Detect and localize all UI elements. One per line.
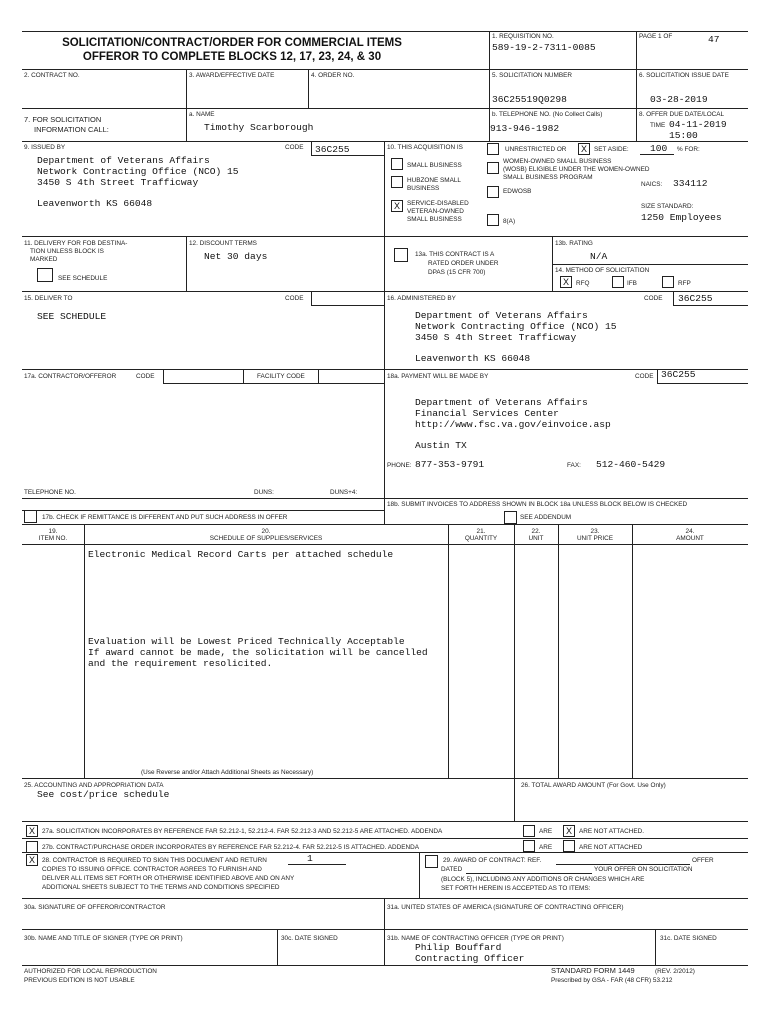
payment-fax: 512-460-5429 <box>596 459 666 470</box>
payment-line3: http://www.fsc.va.gov/einvoice.asp <box>415 419 611 430</box>
wosb-label: WOMEN-OWNED SMALL BUSINESS <box>503 158 612 165</box>
signer-date-label: 30c. DATE SIGNED <box>281 935 338 942</box>
total-award-label: 26. TOTAL AWARD AMOUNT (For Govt. Use Only) <box>521 782 666 789</box>
accounting-value: See cost/price schedule <box>37 789 170 800</box>
rfp-checkbox[interactable] <box>662 276 674 288</box>
issue-date: 03-28-2019 <box>650 94 708 105</box>
rated-order-label: 13a. THIS CONTRACT IS A <box>415 251 495 258</box>
col-amount-number: 24. <box>685 528 695 535</box>
issued-by-label: 9. ISSUED BY <box>24 144 66 151</box>
solicitation-number: 36C25519Q0298 <box>492 94 567 105</box>
clause-27b-not-attached-checkbox[interactable] <box>563 840 575 852</box>
col-quantity-label: QUANTITY <box>464 535 498 542</box>
issued-by-line1: Department of Veterans Affairs <box>37 155 210 166</box>
deliver-to-code-label: CODE <box>285 295 304 302</box>
schedule-description-3: If award cannot be made, the solicitation will be cancelled <box>88 647 428 658</box>
award-date-label: 3. AWARD/EFFECTIVE DATE <box>189 72 275 79</box>
clause-27b-are-checkbox[interactable] <box>523 840 535 852</box>
remittance-label: 17b. CHECK IF REMITTANCE IS DIFFERENT AND PUT SUCH ADDRESS IN OFFER <box>42 514 288 521</box>
hubzone-label: HUBZONE SMALL <box>407 177 461 184</box>
clause-28-label-2: COPIES TO ISSUING OFFICE. CONTRACTOR AGREES TO FURNISH AND <box>42 866 262 873</box>
addendum-checkbox[interactable] <box>504 511 517 524</box>
discount-terms: Net 30 days <box>204 251 268 262</box>
name-label: a. NAME <box>189 111 215 118</box>
hubzone-checkbox[interactable] <box>391 176 403 188</box>
payment-line2: Financial Services Center <box>415 408 559 419</box>
wosb-label-3: SMALL BUSINESS PROGRAM <box>503 174 593 181</box>
rated-order-checkbox[interactable] <box>394 248 408 262</box>
contractor-label: 17a. CONTRACTOR/OFFEROR <box>24 373 117 380</box>
order-no-label: 4. ORDER NO. <box>311 72 355 79</box>
clause-27a-label: 27a. SOLICITATION INCORPORATES BY REFERENCE FAR 52.212-1, 52.212-4. FAR 52.212-3 AND 52.212-5 ARE ATTACHED. ADDENDA <box>42 828 443 835</box>
clause-27a-not-attached-checkbox[interactable]: X <box>563 825 575 837</box>
clause-27b-checkbox[interactable] <box>26 841 38 853</box>
clause-29-dated: DATED <box>441 866 463 873</box>
set-aside-label: SET ASIDE: <box>594 146 629 153</box>
duns-label: DUNS: <box>254 489 274 496</box>
edwosb-checkbox[interactable] <box>487 186 499 198</box>
schedule-description-1: Electronic Medical Record Carts per attached schedule <box>88 549 394 560</box>
col-unit-number: 22. <box>531 528 541 535</box>
payment-code-label: CODE <box>635 373 654 380</box>
rfp-label: RFP <box>678 280 691 287</box>
clause-27b-not-attached-label: ARE NOT ATTACHED <box>579 844 643 851</box>
issued-by-line2: Network Contracting Office (NCO) 15 <box>37 166 239 177</box>
delivery-fob-label-2: TION UNLESS BLOCK IS <box>30 248 104 255</box>
payment-line1: Department of Veterans Affairs <box>415 397 588 408</box>
wosb-checkbox[interactable] <box>487 162 499 174</box>
officer-date-label: 31c. DATE SIGNED <box>660 935 717 942</box>
edwosb-label: EDWOSB <box>503 188 532 195</box>
clause-27a-are-label: ARE <box>539 828 553 835</box>
footer-authorized: AUTHORIZED FOR LOCAL REPRODUCTION <box>24 968 157 975</box>
issued-by-line4: Leavenworth KS 66048 <box>37 198 153 209</box>
method-label: 14. METHOD OF SOLICITATION <box>555 267 650 274</box>
clause-29-label-4: SET FORTH HEREIN IS ACCEPTED AS TO ITEMS: <box>441 885 591 892</box>
clause-29-checkbox[interactable] <box>425 855 438 868</box>
payment-phone: 877-353-9791 <box>415 459 485 470</box>
footer-form-name: STANDARD FORM 1449 <box>551 966 635 975</box>
rfq-checkbox[interactable]: X <box>560 276 572 288</box>
solicitation-number-label: 5. SOLICITATION NUMBER <box>492 72 573 79</box>
col-unit-price-label: UNIT PRICE <box>576 535 614 542</box>
clause-29-label: 29. AWARD OF CONTRACT: REF. <box>443 857 542 864</box>
unrestricted-label: UNRESTRICTED OR <box>505 146 567 153</box>
info-call-label-2: INFORMATION CALL: <box>34 125 109 134</box>
issued-by-code: 36C255 <box>315 144 350 155</box>
offer-due-time: 15:00 <box>669 130 698 141</box>
remittance-checkbox[interactable] <box>24 510 37 523</box>
contact-name: Timothy Scarborough <box>204 122 314 133</box>
clause-28-label-3: DELIVER ALL ITEMS SET FORTH OR OTHERWISE IDENTIFIED ABOVE AND ON ANY <box>42 875 295 882</box>
unrestricted-checkbox[interactable] <box>487 143 499 155</box>
form-title-line1: SOLICITATION/CONTRACT/ORDER FOR COMMERCIAL ITEMS <box>62 37 402 49</box>
ifb-checkbox[interactable] <box>612 276 624 288</box>
contract-no-label: 2. CONTRACT NO. <box>24 72 80 79</box>
form-title-line2: OFFEROR TO COMPLETE BLOCKS 12, 17, 23, 24, & 30 <box>82 51 382 63</box>
issued-by-code-label: CODE <box>285 144 304 151</box>
clause-29-label-3: (BLOCK 5), INCLUDING ANY ADDITIONS OR CHANGES WHICH ARE <box>441 876 645 883</box>
sdvosb-label: SERVICE-DISABLED <box>407 200 469 207</box>
administered-by-line1: Department of Veterans Affairs <box>415 310 588 321</box>
payment-label: 18a. PAYMENT WILL BE MADE BY <box>387 373 489 380</box>
sdvosb-label-3: SMALL BUSINESS <box>407 216 462 223</box>
footer-previous-edition: PREVIOUS EDITION IS NOT USABLE <box>24 977 135 984</box>
clause-28-copies: 1 <box>307 853 313 864</box>
footer-revision: (REV. 2/2012) <box>655 968 695 975</box>
issued-by-line3: 3450 S 4th Street Trafficway <box>37 177 199 188</box>
discount-terms-label: 12. DISCOUNT TERMS <box>189 240 257 247</box>
signer-name-label: 30b. NAME AND TITLE OF SIGNER (TYPE OR PRINT) <box>24 935 183 942</box>
clause-29-offer: OFFER <box>692 857 714 864</box>
deliver-to-label: 15. DELIVER TO <box>24 295 73 302</box>
sdvosb-checkbox[interactable]: X <box>391 200 403 212</box>
wosb-label-2: (WOSB) ELIGIBLE UNDER THE WOMEN-OWNED <box>503 166 650 173</box>
size-standard-label: SIZE STANDARD: <box>641 203 694 210</box>
offer-due-date: 04-11-2019 <box>669 119 727 130</box>
issue-date-label: 6. SOLICITATION ISSUE DATE <box>639 72 729 79</box>
set-aside-checkbox[interactable]: X <box>578 143 590 155</box>
deliver-to-value: SEE SCHEDULE <box>37 311 107 322</box>
eight-a-label: 8(A) <box>503 218 516 225</box>
col-item-number: 19. <box>48 528 58 535</box>
reverse-note: (Use Reverse and/or Attach Additional Sheets as Necessary) <box>141 769 314 776</box>
rated-order-label-2: RATED ORDER UNDER <box>428 260 499 267</box>
rated-order-label-3: DPAS (15 CFR 700) <box>428 269 486 276</box>
page-total: 47 <box>708 34 720 45</box>
footer-prescribed: Prescribed by GSA - FAR (48 CFR) 53.212 <box>551 977 673 984</box>
info-call-label: 7. FOR SOLICITATION <box>24 115 102 124</box>
telephone-label: b. TELEPHONE NO. (No Collect Calls) <box>492 111 603 118</box>
naics-code: 334112 <box>673 178 708 189</box>
payment-code: 36C255 <box>661 369 696 380</box>
clause-27a-are-checkbox[interactable] <box>523 825 535 837</box>
requisition-number: 589-19-2-7311-0085 <box>492 42 596 53</box>
delivery-fob-label: 11. DELIVERY FOR FOB DESTINA- <box>24 240 128 247</box>
hubzone-label-2: BUSINESS <box>407 185 440 192</box>
size-standard-value: 1250 Employees <box>641 212 722 223</box>
naics-label: NAICS: <box>641 181 663 188</box>
sdvosb-label-2: VETERAN-OWNED <box>407 208 464 215</box>
time-label: TIME <box>650 122 666 129</box>
rating-value: N/A <box>590 251 608 262</box>
page-label: PAGE 1 OF <box>639 33 673 40</box>
duns4-label: DUNS+4: <box>330 489 358 496</box>
contracting-officer-label: 31b. NAME OF CONTRACTING OFFICER (TYPE OR PRINT) <box>387 935 564 942</box>
clause-27b-are-label: ARE <box>539 844 553 851</box>
administered-by-line2: Network Contracting Office (NCO) 15 <box>415 321 617 332</box>
clause-28-label: 28. CONTRACTOR IS REQUIRED TO SIGN THIS DOCUMENT AND RETURN <box>42 857 267 864</box>
col-schedule-label: SCHEDULE OF SUPPLIES/SERVICES <box>209 535 323 542</box>
see-schedule-checkbox[interactable] <box>37 268 53 282</box>
signature-offeror-label: 30a. SIGNATURE OF OFFEROR/CONTRACTOR <box>24 904 166 911</box>
small-business-checkbox[interactable] <box>391 158 403 170</box>
col-amount-label: AMOUNT <box>676 535 704 542</box>
facility-code-label: FACILITY CODE <box>257 373 305 380</box>
see-schedule-label: SEE SCHEDULE <box>58 275 108 282</box>
addendum-label: SEE ADDENDUM <box>520 514 572 521</box>
telephone-number: 913-946-1982 <box>490 123 560 134</box>
col-quantity-number: 21. <box>476 528 486 535</box>
contractor-telephone-label: TELEPHONE NO. <box>24 489 76 496</box>
delivery-fob-label-3: MARKED <box>30 256 58 263</box>
clause-28-checkbox[interactable]: X <box>26 854 38 866</box>
contractor-code-label: CODE <box>136 373 155 380</box>
schedule-description-2: Evaluation will be Lowest Priced Technically Acceptable <box>88 636 405 647</box>
clause-27a-not-attached-label: ARE NOT ATTACHED. <box>579 828 644 835</box>
payment-line4: Austin TX <box>415 440 467 451</box>
rating-label: 13b. RATING <box>555 240 593 247</box>
administered-by-line4: Leavenworth KS 66048 <box>415 353 531 364</box>
clause-29-your-offer: YOUR OFFER ON SOLICITATION <box>594 866 693 873</box>
requisition-label: 1. REQUISITION NO. <box>492 33 554 40</box>
payment-fax-label: FAX: <box>567 462 581 469</box>
eight-a-checkbox[interactable] <box>487 214 499 226</box>
percent-for-label: % FOR: <box>677 146 700 153</box>
col-schedule-number: 20. <box>261 528 271 535</box>
acquisition-label: 10. THIS ACQUISITION IS <box>387 144 463 151</box>
clause-28-label-4: ADDITIONAL SHEETS SUBJECT TO THE TERMS AND CONDITIONS SPECIFIED <box>42 884 280 891</box>
ifb-label: IFB <box>627 280 637 287</box>
signature-usa-label: 31a. UNITED STATES OF AMERICA (SIGNATURE OF CONTRACTING OFFICER) <box>387 904 624 911</box>
clause-27a-checkbox[interactable]: X <box>26 825 38 837</box>
administered-by-code: 36C255 <box>678 293 713 304</box>
payment-phone-label: PHONE: <box>387 462 412 469</box>
invoice-label: 18b. SUBMIT INVOICES TO ADDRESS SHOWN IN BLOCK 18a UNLESS BLOCK BELOW IS CHECKED <box>387 501 688 508</box>
schedule-description-4: and the requirement resolicited. <box>88 658 273 669</box>
col-unit-price-number: 23. <box>590 528 600 535</box>
set-aside-percent: 100 <box>650 143 668 154</box>
contracting-officer-name: Philip Bouffard <box>415 942 502 953</box>
clause-27b-label: 27b. CONTRACT/PURCHASE ORDER INCORPORATES BY REFERENCE FAR 52.212-4. FAR 52.212-5 IS ATTACHED. ADDENDA <box>42 844 420 851</box>
administered-by-code-label: CODE <box>644 295 663 302</box>
accounting-label: 25. ACCOUNTING AND APPROPRIATION DATA <box>24 782 164 789</box>
offer-due-label: 8. OFFER DUE DATE/LOCAL <box>639 111 725 118</box>
contracting-officer-title: Contracting Officer <box>415 953 525 964</box>
administered-by-label: 16. ADMINISTERED BY <box>387 295 456 302</box>
col-unit-label: UNIT <box>528 535 544 542</box>
administered-by-line3: 3450 S 4th Street Trafficway <box>415 332 577 343</box>
col-item-label: ITEM NO. <box>38 535 68 542</box>
small-business-label: SMALL BUSINESS <box>407 162 462 169</box>
rfq-label: RFQ <box>576 280 590 287</box>
